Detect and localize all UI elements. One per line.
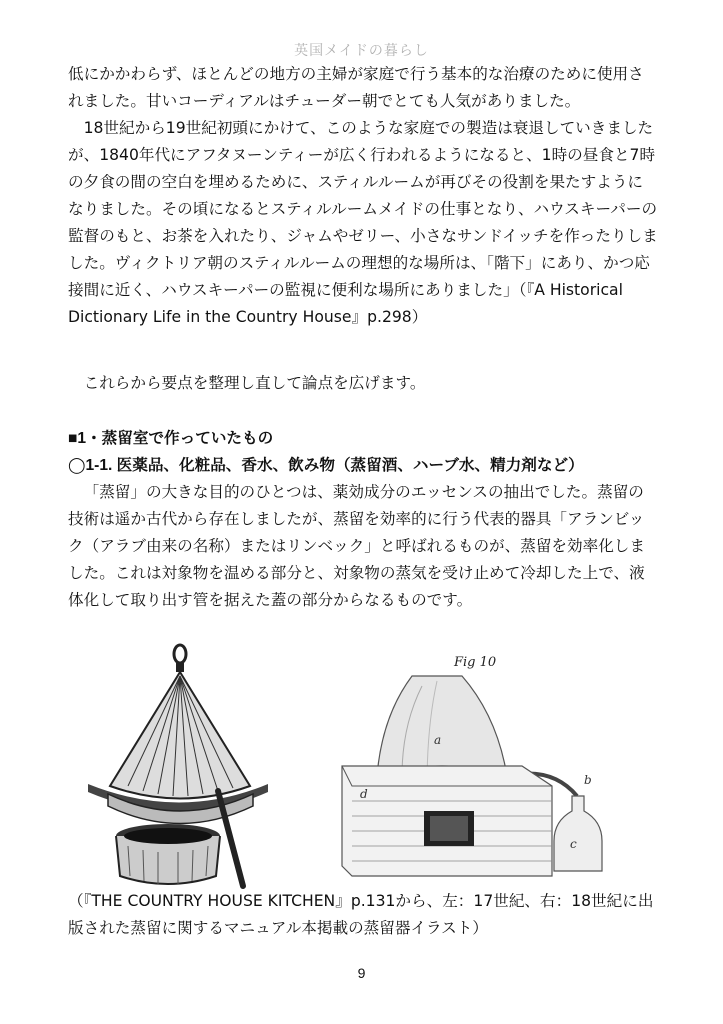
paragraph-1: 低にかかわらず、ほとんどの地方の主婦が家庭で行う基本的な治療のために使用されました。甘いコーディアルはチューダー朝でとても人気がありました。 bbox=[68, 65, 644, 110]
letter-d: d bbox=[360, 787, 368, 801]
section-heading: ■1・蒸留室で作っていたもの bbox=[68, 430, 274, 447]
paragraph-3: これらから要点を整理し直して論点を広げます。 bbox=[83, 374, 426, 392]
paragraph-intro bbox=[68, 61, 658, 331]
alembic-18th-century-illustration bbox=[322, 636, 612, 881]
fig-label: Fig 10 bbox=[454, 655, 497, 670]
letter-b: b bbox=[584, 773, 592, 787]
subsection-heading: ◯1-1. 医薬品、化粧品、香水、飲み物（蒸留酒、ハーブ水、精力剤など） bbox=[68, 457, 584, 474]
page-number: 9 bbox=[357, 965, 366, 981]
paragraph-2: 18世紀から19世紀初頭にかけて、このような家庭での製造は衰退していきましたが、1840年代にアフタヌーンティーが広く行われるようになると、1時の昼食と7時の夕食の間の空白を埋めるために、スティルルームが再びその役割を果たすようになりました。その頃になるとスティルルームメイドの仕事となり、ハウスキーパーの監督のもと、お茶を入れたり、ジャムやゼリー、小さなサンドイッチを作ったりしました。ヴィクトリア朝のスティルルームの理想的な場所は、「階下」にあり、かつ応接間に近く、ハウスキーパーの監視に便利な場所にありました」（『A Historical Dictionary Life in the Country House』p.298） bbox=[68, 119, 658, 326]
letter-c: c bbox=[570, 837, 577, 851]
letter-a: a bbox=[434, 733, 442, 747]
figure-caption: （『THE COUNTRY HOUSE KITCHEN』p.131から、左：17世紀、右：18世紀に出版された蒸留に関するマニュアル本掲載の蒸留器イラスト） bbox=[68, 892, 654, 937]
running-header: 英国メイドの暮らし bbox=[294, 43, 429, 59]
alembic-17th-century-illustration bbox=[68, 636, 268, 894]
paragraph-4: 「蒸留」の大きな目的のひとつは、薬効成分のエッセンスの抽出でした。蒸留の技術は遥か古代から存在しましたが、蒸留を効率的に行う代表的器具「アランビック（アラブ由来の名称）またはリンベック」と呼ばれるものが、蒸留を効率化しました。これは対象物を温める部分と、対象物の蒸気を受け止めて冷却した上で、液体化して取り出す管を据えた蓋の部分からなるものです。 bbox=[68, 483, 645, 609]
